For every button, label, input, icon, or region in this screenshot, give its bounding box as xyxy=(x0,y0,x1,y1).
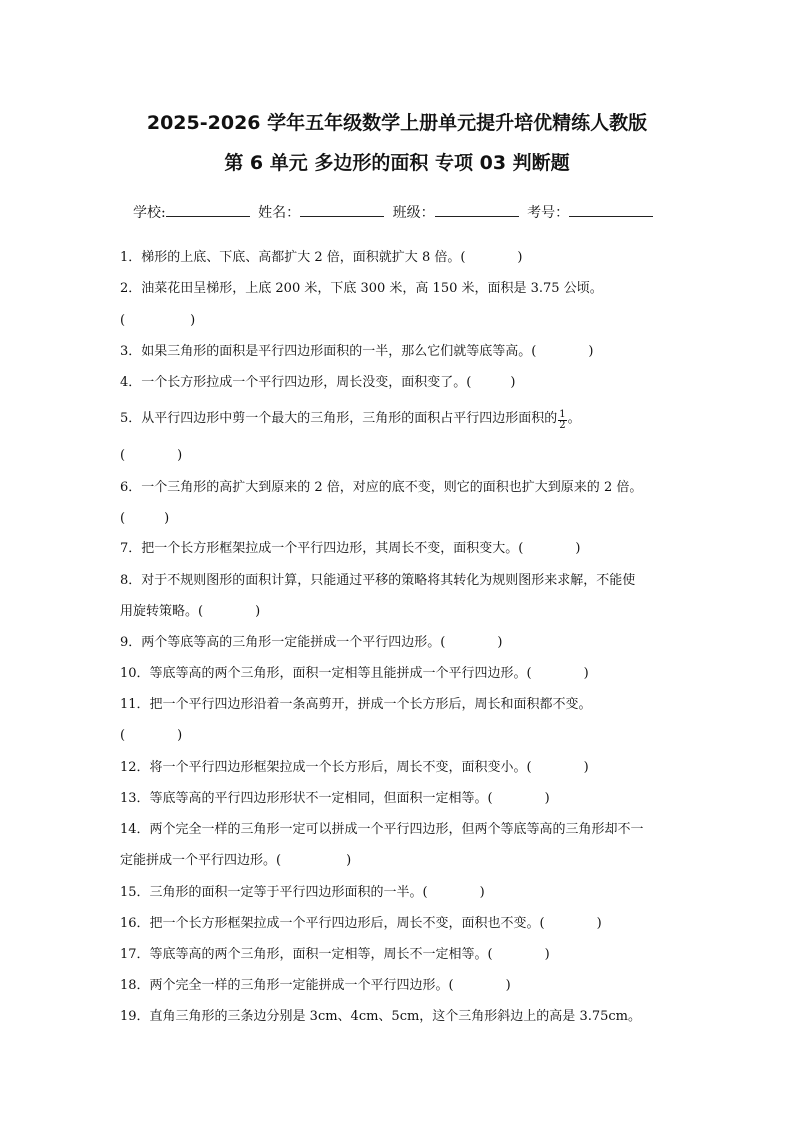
question-10: 10．等底等高的两个三角形，面积一定相等且能拼成一个平行四边形。( ) xyxy=(120,666,589,681)
question-16: 16．把一个长方形框架拉成一个平行四边形后，周长不变，面积也不变。( ) xyxy=(120,916,602,931)
page-title: 2025-2026 学年五年级数学上册单元提升培优精练人教版 xyxy=(146,112,648,134)
answer-blank-6[interactable]: ( ) xyxy=(120,511,170,526)
question-8: 8．对于不规则图形的面积计算，只能通过平移的策略将其转化为规则图形来求解，不能使 xyxy=(120,573,636,588)
question-5-end: 。 xyxy=(567,411,581,426)
page-subtitle: 第 6 单元 多边形的面积 专项 03 判断题 xyxy=(224,152,570,174)
question-7: 7．把一个长方形框架拉成一个平行四边形，其周长不变，面积变大。( ) xyxy=(120,541,581,556)
fraction-one-half xyxy=(558,410,566,431)
class-label: 班级： xyxy=(392,205,435,221)
exam-number-field[interactable] xyxy=(569,203,653,217)
question-2: 2．油菜花田呈梯形，上底 200 米，下底 300 米，高 150 米，面积是 3.75 公顷。 xyxy=(120,281,603,296)
class-field[interactable] xyxy=(435,203,519,217)
question-15: 15．三角形的面积一定等于平行四边形面积的一半。( ) xyxy=(120,885,485,900)
fraction-denominator: 2 xyxy=(559,420,566,431)
question-14-continued: 定能拼成一个平行四边形。( ) xyxy=(120,853,352,868)
question-18: 18．两个完全一样的三角形一定能拼成一个平行四边形。( ) xyxy=(120,978,511,993)
student-info-row xyxy=(133,202,657,222)
question-17: 17．等底等高的两个三角形，面积一定相等，周长不一定相等。( ) xyxy=(120,947,550,962)
question-4: 4．一个长方形拉成一个平行四边形，周长没变，面积变了。( ) xyxy=(120,375,516,390)
question-6: 6．一个三角形的高扩大到原来的 2 倍，对应的底不变，则它的面积也扩大到原来的 2 倍。 xyxy=(120,480,643,495)
school-field[interactable] xyxy=(166,203,250,217)
school-label: 学校: xyxy=(133,205,166,221)
question-5-text: 5．从平行四边形中剪一个最大的三角形，三角形的面积占平行四边形面积的 xyxy=(120,411,558,426)
question-3: 3．如果三角形的面积是平行四边形面积的一半，那么它们就等底等高。( ) xyxy=(120,344,594,359)
question-9: 9．两个等底等高的三角形一定能拼成一个平行四边形。( ) xyxy=(120,635,503,650)
answer-blank-5[interactable]: ( ) xyxy=(120,448,183,463)
question-11: 11．把一个平行四边形沿着一条高剪开，拼成一个长方形后，周长和面积都不变。 xyxy=(120,697,592,712)
question-8-continued: 用旋转策略。( ) xyxy=(120,604,261,619)
answer-blank-2[interactable]: ( ) xyxy=(120,313,196,328)
question-5 xyxy=(120,410,581,431)
name-label: 姓名： xyxy=(258,205,301,221)
name-field[interactable] xyxy=(300,203,384,217)
question-19: 19．直角三角形的三条边分别是 3cm、4cm、5cm，这个三角形斜边上的高是 3.75cm。 xyxy=(120,1009,641,1024)
question-1: 1．梯形的上底、下底、高都扩大 2 倍，面积就扩大 8 倍。( ) xyxy=(120,250,523,265)
fraction-numerator: 1 xyxy=(559,409,566,420)
question-13: 13．等底等高的平行四边形形状不一定相同，但面积一定相等。( ) xyxy=(120,791,550,806)
exam-number-label: 考号： xyxy=(527,205,570,221)
answer-blank-11[interactable]: ( ) xyxy=(120,728,183,743)
question-14: 14．两个完全一样的三角形一定可以拼成一个平行四边形，但两个等底等高的三角形却不一 xyxy=(120,822,644,837)
question-12: 12．将一个平行四边形框架拉成一个长方形后，周长不变，面积变小。( ) xyxy=(120,760,589,775)
